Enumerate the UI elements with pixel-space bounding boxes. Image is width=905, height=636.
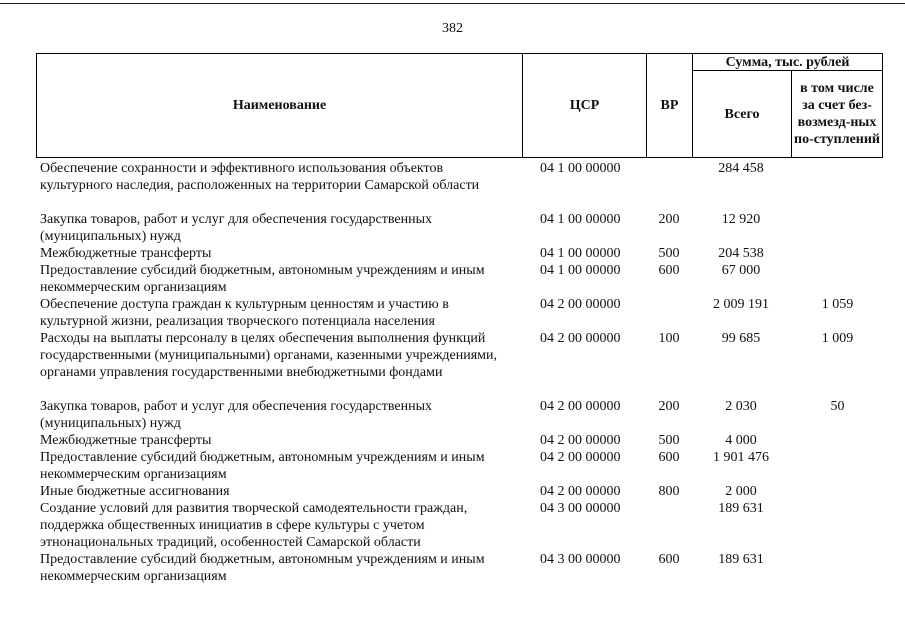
row-csr: 04 2 00 00000 (540, 297, 621, 312)
row-total: 67 000 (721, 263, 761, 278)
row-csr: 04 3 00 00000 (540, 501, 621, 516)
top-rule (0, 3, 905, 4)
row-total: 99 685 (721, 331, 761, 346)
row-name: Расходы на выплаты персоналу в целях обеспечения выполнения функций государственными (муниципальными) органами, казенными учреждениями, органами управления государственными внебюджетными фондами (40, 331, 497, 380)
row-name: Межбюджетные трансферты (40, 246, 212, 261)
table-row (0, 449, 905, 483)
page-number: 382 (442, 21, 463, 36)
row-csr: 04 1 00 00000 (540, 263, 621, 278)
table-row (0, 160, 905, 211)
row-total: 189 631 (718, 552, 764, 567)
table-row (0, 330, 905, 398)
table-row (0, 211, 905, 245)
row-vr: 100 (658, 331, 680, 346)
row-name: Предоставление субсидий бюджетным, автономным учреждениям и иным некоммерческим организациям (40, 552, 485, 584)
row-total: 204 538 (718, 246, 764, 261)
row-csr: 04 2 00 00000 (540, 331, 621, 346)
row-name: Обеспечение сохранности и эффективного использования объектов культурного наследия, расположенных на территории Самарской области (40, 161, 480, 193)
row-vr: 600 (658, 450, 680, 465)
row-vr: 200 (658, 399, 680, 414)
header-free-receipts: в том числе за счет без-возмезд-ных по-ступлений (791, 70, 883, 158)
header-sum-group: Сумма, тыс. рублей (692, 53, 883, 71)
row-vr: 800 (658, 484, 680, 499)
row-name: Межбюджетные трансферты (40, 433, 212, 448)
row-csr: 04 2 00 00000 (540, 484, 621, 499)
header-total: Всего (692, 70, 792, 158)
row-csr: 04 1 00 00000 (540, 212, 621, 227)
row-name: Предоставление субсидий бюджетным, автономным учреждениям и иным некоммерческим организациям (40, 263, 485, 295)
table-body (0, 160, 905, 585)
row-name: Создание условий для развития творческой самодеятельности граждан, поддержка общественных инициатив в сфере культуры с учетом этнонациональных традиций, особенностей Самарской области (40, 501, 468, 550)
row-csr: 04 2 00 00000 (540, 450, 621, 465)
header-vr: ВР (646, 53, 693, 158)
row-total: 2 000 (725, 484, 757, 499)
row-csr: 04 1 00 00000 (540, 246, 621, 261)
row-csr: 04 2 00 00000 (540, 433, 621, 448)
header-csr: ЦСР (522, 53, 647, 158)
table-row (0, 245, 905, 262)
row-vr: 600 (658, 552, 680, 567)
table-row (0, 262, 905, 296)
table-row (0, 483, 905, 500)
row-name: Закупка товаров, работ и услуг для обеспечения государственных (муниципальных) нужд (40, 399, 433, 431)
row-name: Закупка товаров, работ и услуг для обеспечения государственных (муниципальных) нужд (40, 212, 433, 244)
row-vr: 500 (658, 433, 680, 448)
row-total: 284 458 (718, 161, 764, 176)
row-total: 189 631 (718, 501, 764, 516)
table-header (36, 53, 883, 158)
row-name: Предоставление субсидий бюджетным, автономным учреждениям и иным некоммерческим организациям (40, 450, 485, 482)
table-row (0, 296, 905, 330)
row-csr: 04 2 00 00000 (540, 399, 621, 414)
row-name: Обеспечение доступа граждан к культурным ценностям и участию в культурной жизни, реализация творческого потенциала населения (40, 297, 449, 329)
row-free: 1 009 (821, 331, 854, 346)
row-csr: 04 1 00 00000 (540, 161, 621, 176)
row-free: 50 (830, 399, 845, 414)
row-vr: 500 (658, 246, 680, 261)
table-row (0, 432, 905, 449)
row-free: 1 059 (821, 297, 854, 312)
row-name: Иные бюджетные ассигнования (40, 484, 230, 499)
row-total: 4 000 (725, 433, 757, 448)
row-csr: 04 3 00 00000 (540, 552, 621, 567)
header-name: Наименование (36, 53, 523, 158)
table-row (0, 551, 905, 585)
table-row (0, 500, 905, 551)
row-total: 2 009 191 (713, 297, 769, 312)
row-vr: 200 (658, 212, 680, 227)
table-row (0, 398, 905, 432)
row-vr: 600 (658, 263, 680, 278)
row-total: 2 030 (725, 399, 757, 414)
row-total: 1 901 476 (713, 450, 769, 465)
row-total: 12 920 (721, 212, 761, 227)
